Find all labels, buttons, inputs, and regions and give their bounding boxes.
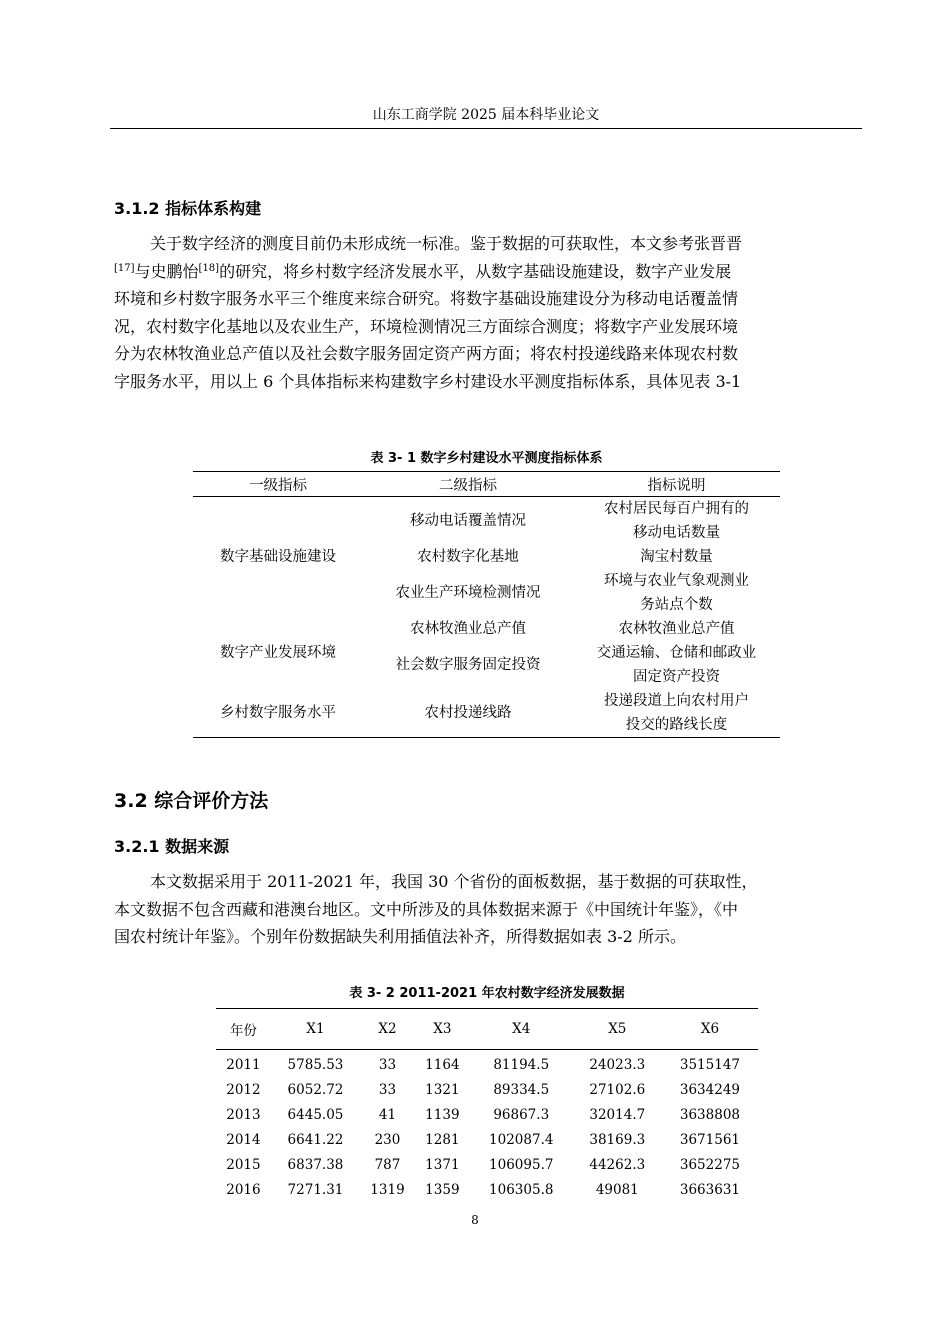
value-cell: 44262.3 [589,1156,646,1173]
value-cell: 1359 [425,1181,460,1198]
header-rule [110,128,862,129]
value-cell: 1319 [370,1181,405,1198]
indicator-description: 农村居民每百户拥有的 移动电话数量 [604,501,749,541]
value-cell: 1139 [425,1106,460,1123]
year-cell: 2011 [226,1056,261,1073]
year-cell: 2013 [226,1106,261,1123]
value-cell: 1164 [425,1056,460,1073]
value-cell: 33 [378,1056,397,1073]
column-header: X2 [360,1009,415,1050]
table-row [193,497,780,546]
column-header: X4 [470,1009,573,1050]
value-cell: 3671561 [679,1131,740,1148]
table-row [193,617,780,641]
primary-indicator: 数字产业发展环境 [220,645,336,661]
table-3-1-caption: 表 3- 1 数字乡村建设水平测度指标体系 [370,451,603,466]
table-3-2-caption: 表 3- 2 2011-2021 年农村数字经济发展数据 [349,986,625,1001]
running-header: 山东工商学院 2025 届本科毕业论文 [372,107,600,123]
page-number: 8 [471,1213,479,1227]
column-header: X3 [415,1009,470,1050]
citation: [18] [198,262,220,274]
column-header: 二级指标 [363,472,573,497]
section-heading-3-2-1: 3.2.1 数据来源 [114,837,230,856]
value-cell: 24023.3 [589,1056,646,1073]
value-cell: 81194.5 [493,1056,550,1073]
value-cell: 89334.5 [493,1081,550,1098]
column-header: X5 [573,1009,662,1050]
paragraph-line [114,258,852,286]
value-cell: 6445.05 [287,1106,344,1123]
year-cell: 2012 [226,1081,261,1098]
primary-indicator: 乡村数字服务水平 [193,689,363,738]
paragraph-line: 字服务水平，用以上 6 个具体指标来构建数字乡村建设水平测度指标体系，具体见表 3-1 [114,371,742,391]
table-row [193,689,780,738]
paragraph-line: 国农村统计年鉴》。个别年份数据缺失利用插值法补齐，所得数据如表 3-2 所示。 [114,927,686,946]
column-header: 年份 [216,1009,271,1050]
value-cell: 3663631 [679,1181,740,1198]
column-header: X1 [271,1009,360,1050]
value-cell: 96867.3 [493,1106,550,1123]
secondary-indicator: 农业生产环境检测情况 [395,585,541,601]
value-cell: 7271.31 [287,1181,344,1198]
paragraph-line: 本文数据采用于 2011-2021 年，我国 30 个省份的面板数据，基于数据的可获取性， [150,872,758,891]
indicator-description: 农林牧渔业总产值 [618,621,735,637]
indicator-description: 交通运输、仓储和邮政业 固定资产投资 [596,645,757,685]
value-cell: 6052.72 [287,1081,344,1098]
value-cell: 27102.6 [589,1081,646,1098]
secondary-indicator: 农村数字化基地 [417,549,519,565]
year-cell: 2014 [226,1131,261,1148]
value-cell: 3634249 [679,1081,740,1098]
secondary-indicator: 农林牧渔业总产值 [410,621,526,637]
value-cell: 33 [378,1081,397,1098]
value-cell: 49081 [595,1181,639,1198]
paragraph-text: 与史鹏怡 [134,261,199,281]
value-cell: 5785.53 [287,1056,344,1073]
value-cell: 1281 [425,1131,460,1148]
table-row [216,1050,758,1078]
primary-indicator: 数字基础设施建设 [220,549,336,565]
value-cell: 787 [374,1156,401,1173]
paragraph-indicator-system [114,230,852,395]
value-cell: 106305.8 [489,1181,554,1198]
indicator-description: 投递段道上向农村用户 投交的路线长度 [573,689,780,738]
value-cell: 32014.7 [589,1106,646,1123]
paragraph-data-source [114,868,852,951]
table-row [216,1177,758,1202]
value-cell: 106095.7 [489,1156,554,1173]
value-cell: 1371 [425,1156,460,1173]
column-header: 一级指标 [193,472,363,497]
value-cell: 6641.22 [287,1131,344,1148]
secondary-indicator: 移动电话覆盖情况 [410,513,526,529]
paragraph-line: 分为农林牧渔业总产值以及社会数字服务固定资产两方面；将农村投递线路来体现农村数 [114,344,739,363]
indicator-system-table [193,471,780,738]
indicator-description: 淘宝村数量 [640,549,713,565]
paragraph-text: 的研究，将乡村数字经济发展水平，从数字基础设施建设，数字产业发展 [219,261,732,281]
section-heading-3-1-2: 3.1.2 指标体系构建 [114,199,262,218]
value-cell: 6837.38 [287,1156,344,1173]
value-cell: 3638808 [679,1106,740,1123]
table-row [216,1077,758,1102]
rural-digital-economy-data-table [216,1008,758,1202]
secondary-indicator: 农村投递线路 [363,689,573,738]
citation: [17] [114,262,135,274]
value-cell: 41 [378,1106,397,1123]
value-cell: 230 [374,1131,401,1148]
paragraph-line: 况，农村数字化基地以及农业生产，环境检测情况三方面综合测度；将数字产业发展环境 [114,316,739,336]
table-row [216,1102,758,1127]
section-heading-3-2: 3.2 综合评价方法 [114,790,269,812]
value-cell: 1321 [425,1081,460,1098]
value-cell: 3652275 [679,1156,740,1173]
column-header: X6 [662,1009,758,1050]
paragraph-line: 关于数字经济的测度目前仍未形成统一标准。鉴于数据的可获取性，本文参考张晋晋 [150,234,743,253]
indicator-description: 环境与农业气象观测业 务站点个数 [604,573,749,613]
year-cell: 2015 [226,1156,261,1173]
value-cell: 3515147 [679,1056,740,1073]
paragraph-line: 环境和乡村数字服务水平三个维度来综合研究。将数字基础设施建设分为移动电话覆盖情 [114,289,739,308]
table-row [216,1127,758,1152]
table-row [216,1152,758,1177]
column-header: 指标说明 [573,472,780,497]
value-cell: 38169.3 [589,1131,646,1148]
secondary-indicator: 社会数字服务固定投资 [395,657,541,673]
paragraph-line: 本文数据不包含西藏和港澳台地区。文中所涉及的具体数据来源于《中国统计年鉴》，《中 [114,899,739,919]
value-cell: 102087.4 [489,1131,554,1148]
year-cell: 2016 [226,1181,261,1198]
